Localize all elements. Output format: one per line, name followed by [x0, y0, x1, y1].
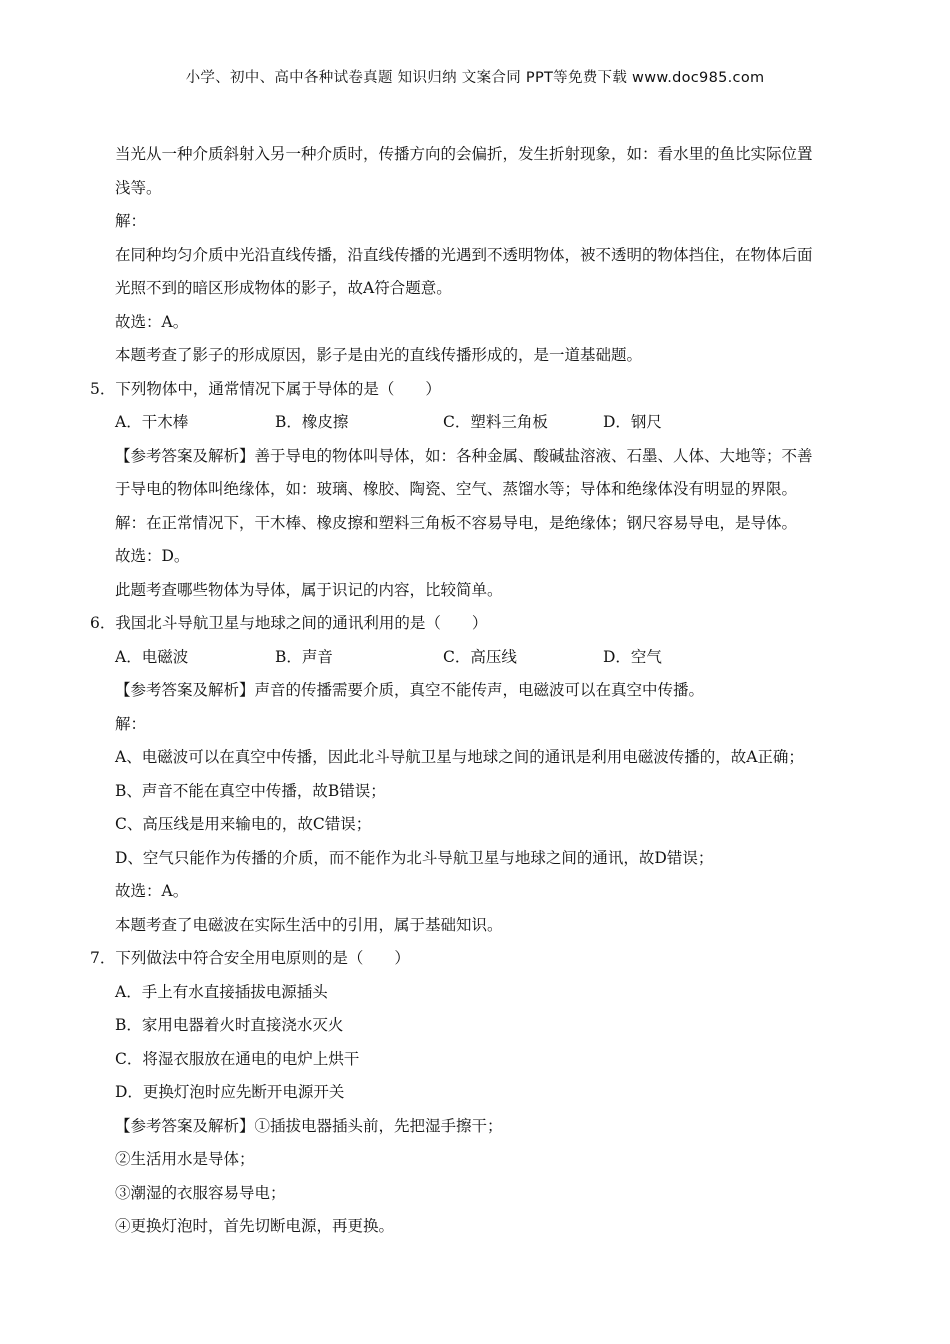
paragraph-line: 解： [115, 212, 147, 230]
analysis-line: D、空气只能作为传播的介质，而不能作为北斗导航卫星与地球之间的通讯，故D错误； [115, 848, 714, 867]
analysis-line: 【参考答案及解析】①插拔电器插头前，先把湿手擦干； [115, 1116, 503, 1135]
question-7: 7．下列做法中符合安全用电原则的是（ ） [90, 949, 410, 967]
document-body [90, 138, 880, 1244]
analysis-line: 故选：A。 [115, 882, 189, 900]
analysis-line: 此题考查哪些物体为导体，属于识记的内容，比较简单。 [115, 580, 503, 599]
analysis-line: 【参考答案及解析】声音的传播需要介质，真空不能传声，电磁波可以在真空中传播。 [115, 681, 705, 699]
analysis-line: 解：在正常情况下，干木棒、橡皮擦和塑料三角板不容易导电，是绝缘体；钢尺容易导电，是导体。 [115, 513, 798, 532]
analysis-line: ②生活用水是导体； [115, 1150, 255, 1168]
paragraph-line: 在同种均匀介质中光沿直线传播，沿直线传播的光遇到不透明物体，被不透明的物体挡住，在物体后面 [115, 245, 813, 264]
option-c: C．高压线 [443, 647, 517, 666]
paragraph-line: 故选：A。 [115, 312, 189, 331]
analysis-line: ④更换灯泡时，首先切断电源，再更换。 [115, 1217, 395, 1235]
option-a: A．干木棒 [115, 413, 189, 431]
paragraph-line: 光照不到的暗区形成物体的影子，故A符合题意。 [115, 279, 452, 297]
analysis-line: ③潮湿的衣服容易导电； [115, 1183, 286, 1202]
analysis-line: 解： [115, 714, 147, 733]
option-d: D．钢尺 [603, 413, 662, 431]
paragraph-line: 浅等。 [115, 178, 162, 197]
question-6-options [90, 641, 880, 675]
option-b: B．家用电器着火时直接浇水灭火 [115, 1016, 344, 1034]
option-c: C．塑料三角板 [443, 413, 548, 431]
analysis-line: 【参考答案及解析】善于导电的物体叫导体，如：各种金属、酸碱盐溶液、石墨、人体、大地等；不善 [115, 446, 813, 465]
analysis-line: A、电磁波可以在真空中传播，因此北斗导航卫星与地球之间的通讯是利用电磁波传播的，故A正确； [115, 748, 804, 766]
option-c: C．将湿衣服放在通电的电炉上烘干 [115, 1049, 360, 1068]
option-d: D．空气 [603, 647, 662, 666]
paragraph-line: 本题考查了影子的形成原因，影子是由光的直线传播形成的，是一道基础题。 [115, 346, 643, 364]
question-5-options [90, 406, 880, 440]
analysis-line: 本题考查了电磁波在实际生活中的引用，属于基础知识。 [115, 915, 503, 934]
option-b: B．橡皮擦 [275, 413, 349, 431]
analysis-line: C、高压线是用来输电的，故C错误； [115, 815, 372, 833]
analysis-line: B、声音不能在真空中传播，故B错误； [115, 781, 386, 800]
analysis-line: 故选：D。 [115, 547, 190, 565]
option-a: A．电磁波 [115, 647, 189, 666]
paragraph-line: 当光从一种介质斜射入另一种介质时，传播方向的会偏折，发生折射现象，如：看水里的鱼比实际位置 [115, 145, 813, 163]
question-6: 6．我国北斗导航卫星与地球之间的通讯利用的是（ ） [90, 614, 488, 632]
page-header: 小学、初中、高中各种试卷真题 知识归纳 文案合同 PPT等免费下载 www.doc985.com [185, 70, 765, 86]
analysis-line: 于导电的物体叫绝缘体，如：玻璃、橡胶、陶瓷、空气、蒸馏水等；导体和绝缘体没有明显的界限。 [115, 480, 798, 498]
question-5: 5．下列物体中，通常情况下属于导体的是（ ） [90, 379, 441, 398]
option-b: B．声音 [275, 647, 333, 666]
option-a: A．手上有水直接插拔电源插头 [115, 982, 328, 1001]
option-d: D．更换灯泡时应先断开电源开关 [115, 1083, 345, 1101]
